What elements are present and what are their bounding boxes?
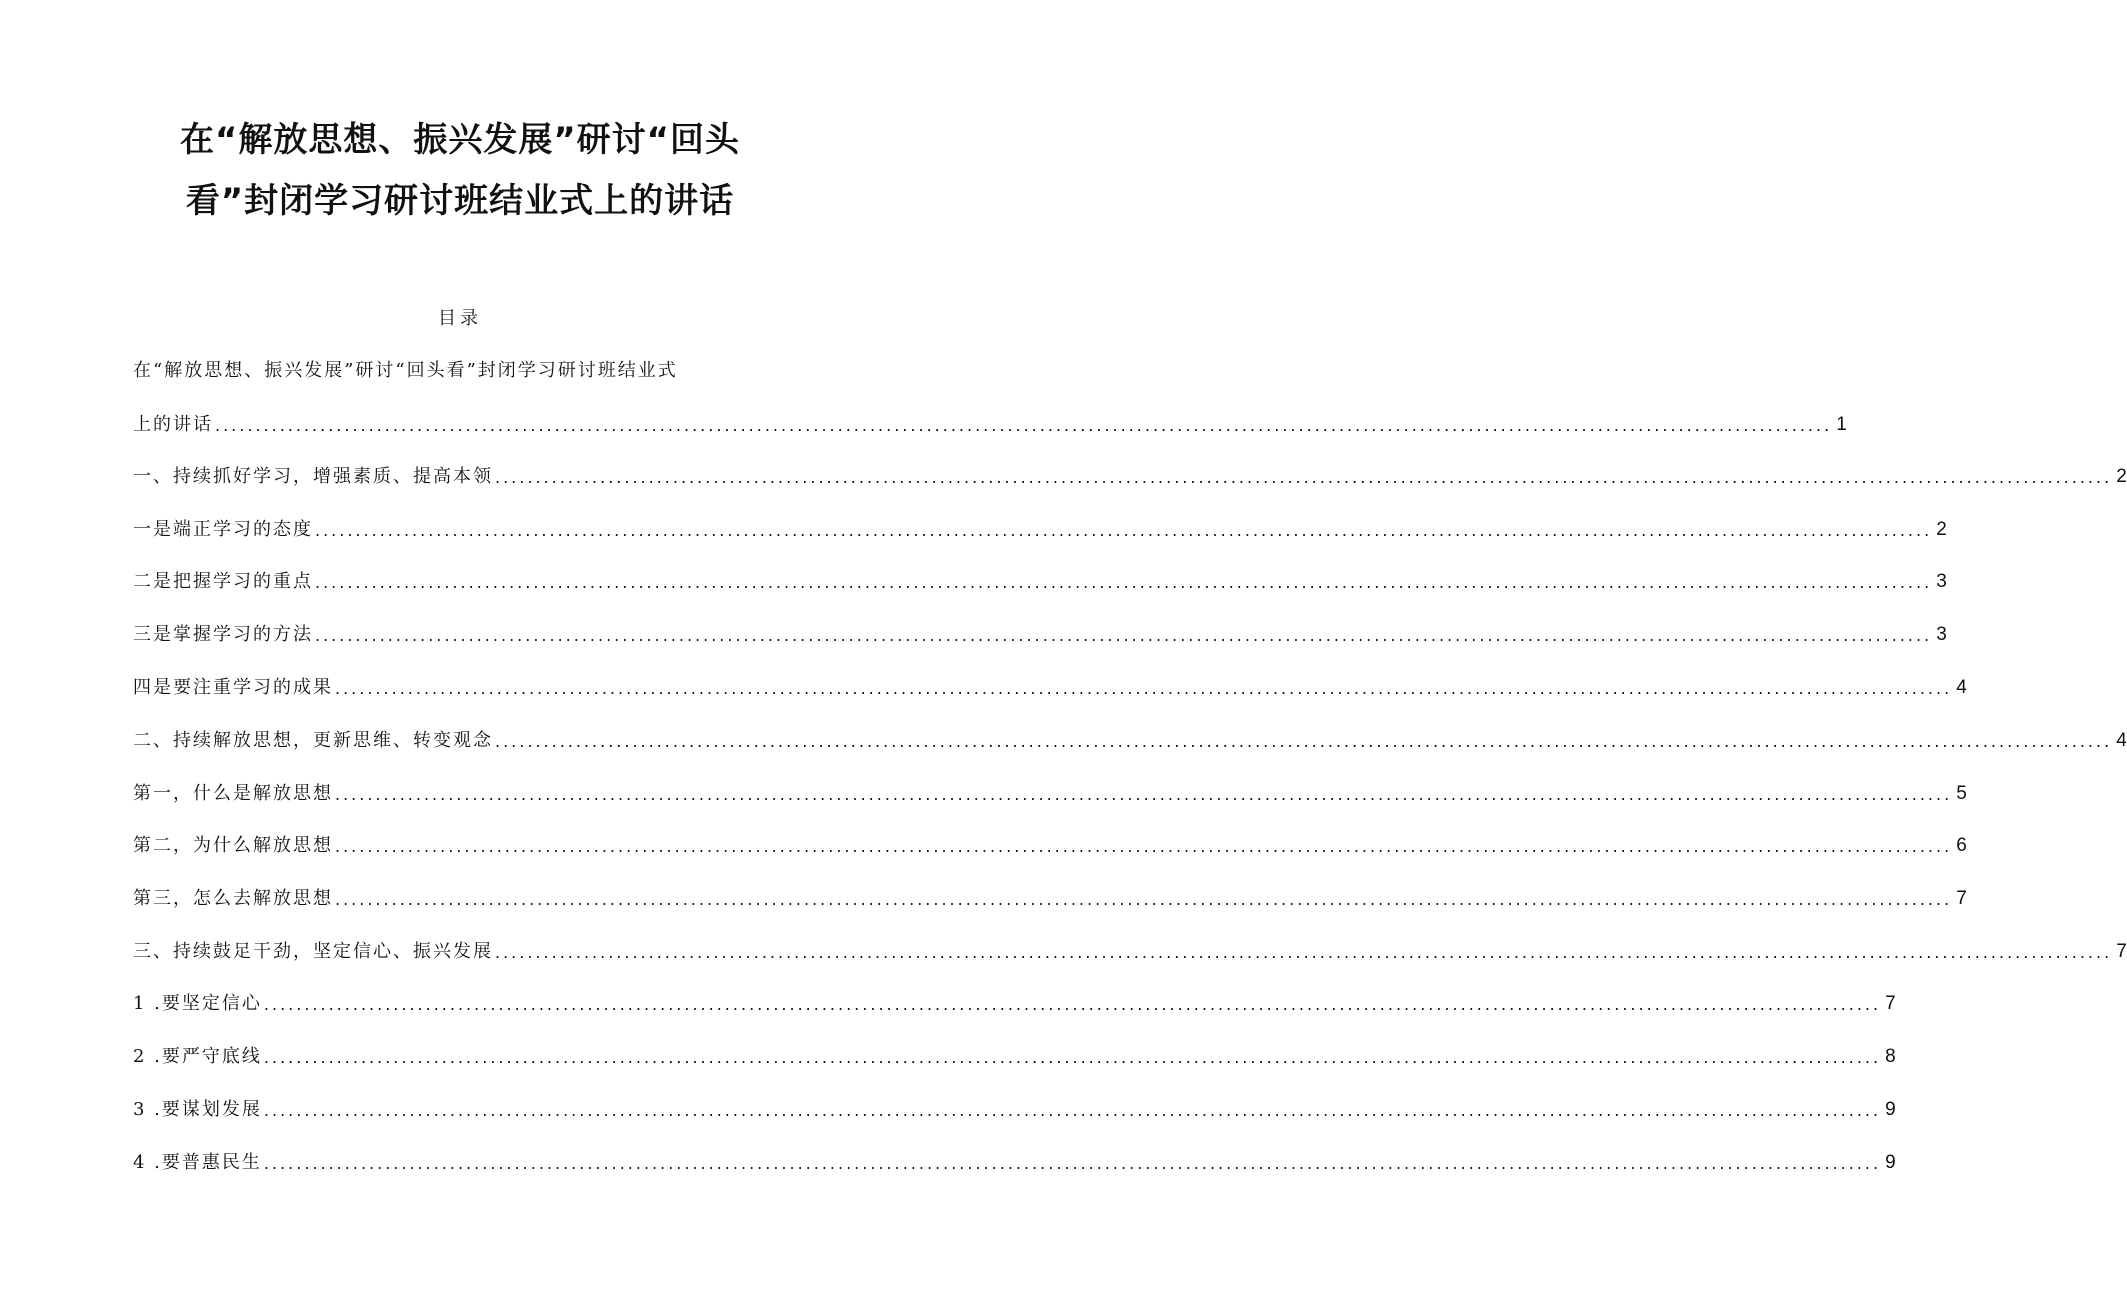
- toc-page-number: 2: [2116, 466, 2127, 487]
- toc-page-number: 8: [1885, 1046, 1896, 1067]
- toc-entry-text: 3 .要谋划发展: [133, 1099, 262, 1120]
- toc-leader-dots: ........................................................................................................................................................................................................: [263, 1048, 1882, 1067]
- toc-leader-dots: ........................................................................................................................................................................................................: [335, 679, 1953, 698]
- toc-entry-text: 二是把握学习的重点: [133, 571, 313, 592]
- toc-entry[interactable]: [133, 410, 1847, 438]
- toc-entry-text: 4 .要普惠民生: [133, 1152, 262, 1173]
- toc-entry[interactable]: [133, 567, 1947, 595]
- document-title-line-2: 看”封闭学习研讨班结业式上的讲话: [185, 181, 735, 221]
- toc-first-line: [133, 356, 773, 384]
- toc-entry[interactable]: [133, 620, 1947, 648]
- toc-leader-dots: ........................................................................................................................................................................................................: [215, 416, 1833, 435]
- document-title-line-1: 在“解放思想、振兴发展”研讨“回头: [179, 120, 741, 160]
- toc-first-line-text: 在“解放思想、振兴发展”研讨“回头看”封闭学习研讨班结业式: [133, 360, 678, 381]
- toc-entry[interactable]: [133, 1042, 1896, 1070]
- toc-entry[interactable]: [133, 726, 2127, 754]
- toc-page-number: 2: [1936, 519, 1947, 540]
- toc-page-number: 7: [2116, 941, 2127, 962]
- toc-entry-text: 第二，为什么解放思想: [133, 835, 333, 856]
- toc-entry-text: 1 .要坚定信心: [133, 993, 262, 1014]
- toc-entry[interactable]: [133, 831, 1967, 859]
- toc-entry-text: 第一，什么是解放思想: [133, 783, 333, 804]
- toc-leader-dots: ........................................................................................................................................................................................................: [263, 1154, 1882, 1173]
- toc-entry[interactable]: [133, 884, 1967, 912]
- toc-page-number: 4: [1956, 677, 1967, 698]
- toc-entry-text: 四是要注重学习的成果: [133, 677, 333, 698]
- toc-entry[interactable]: [133, 1148, 1896, 1176]
- toc-page-number: 9: [1885, 1152, 1896, 1173]
- toc-entry[interactable]: [133, 515, 1947, 543]
- toc-page-number: 3: [1936, 624, 1947, 645]
- toc-entry[interactable]: [133, 989, 1896, 1017]
- toc-entry-text: 2 .要严守底线: [133, 1046, 262, 1067]
- toc-entry[interactable]: [133, 462, 2127, 490]
- toc-entry-text: 一、持续抓好学习，增强素质、提高本领: [133, 466, 493, 487]
- toc-entry-text: 一是端正学习的态度: [133, 519, 313, 540]
- toc-page-number: 7: [1885, 993, 1896, 1014]
- toc-entry-text: 第三，怎么去解放思想: [133, 888, 333, 909]
- toc-leader-dots: ........................................................................................................................................................................................................: [315, 521, 1933, 540]
- toc-leader-dots: ........................................................................................................................................................................................................: [263, 1101, 1882, 1120]
- toc-page-number: 3: [1936, 571, 1947, 592]
- toc-entry[interactable]: [133, 673, 1967, 701]
- toc-entry-text: 二、持续解放思想，更新思维、转变观念: [133, 730, 493, 751]
- toc-heading: 目录: [438, 308, 482, 329]
- toc-page-number: 9: [1885, 1099, 1896, 1120]
- toc-entry[interactable]: [133, 779, 1967, 807]
- toc-leader-dots: ........................................................................................................................................................................................................: [315, 626, 1933, 645]
- toc-leader-dots: ........................................................................................................................................................................................................: [495, 732, 2113, 751]
- toc-leader-dots: ........................................................................................................................................................................................................: [495, 943, 2113, 962]
- toc-page-number: 1: [1836, 414, 1847, 435]
- toc-entry[interactable]: [133, 937, 2127, 965]
- toc-leader-dots: ........................................................................................................................................................................................................: [315, 573, 1933, 592]
- toc-leader-dots: ........................................................................................................................................................................................................: [263, 995, 1882, 1014]
- toc-entry-text: 三、持续鼓足干劲，坚定信心、振兴发展: [133, 941, 493, 962]
- toc-entry-text: 上的讲话: [133, 414, 213, 435]
- toc-page-number: 7: [1956, 888, 1967, 909]
- toc-page-number: 5: [1956, 783, 1967, 804]
- toc-entry-text: 三是掌握学习的方法: [133, 624, 313, 645]
- toc-page-number: 6: [1956, 835, 1967, 856]
- toc-leader-dots: ........................................................................................................................................................................................................: [335, 785, 1953, 804]
- toc-leader-dots: ........................................................................................................................................................................................................: [495, 468, 2113, 487]
- toc-leader-dots: ........................................................................................................................................................................................................: [335, 837, 1953, 856]
- toc-entry[interactable]: [133, 1095, 1896, 1123]
- toc-page-number: 4: [2116, 730, 2127, 751]
- toc-leader-dots: ........................................................................................................................................................................................................: [335, 890, 1953, 909]
